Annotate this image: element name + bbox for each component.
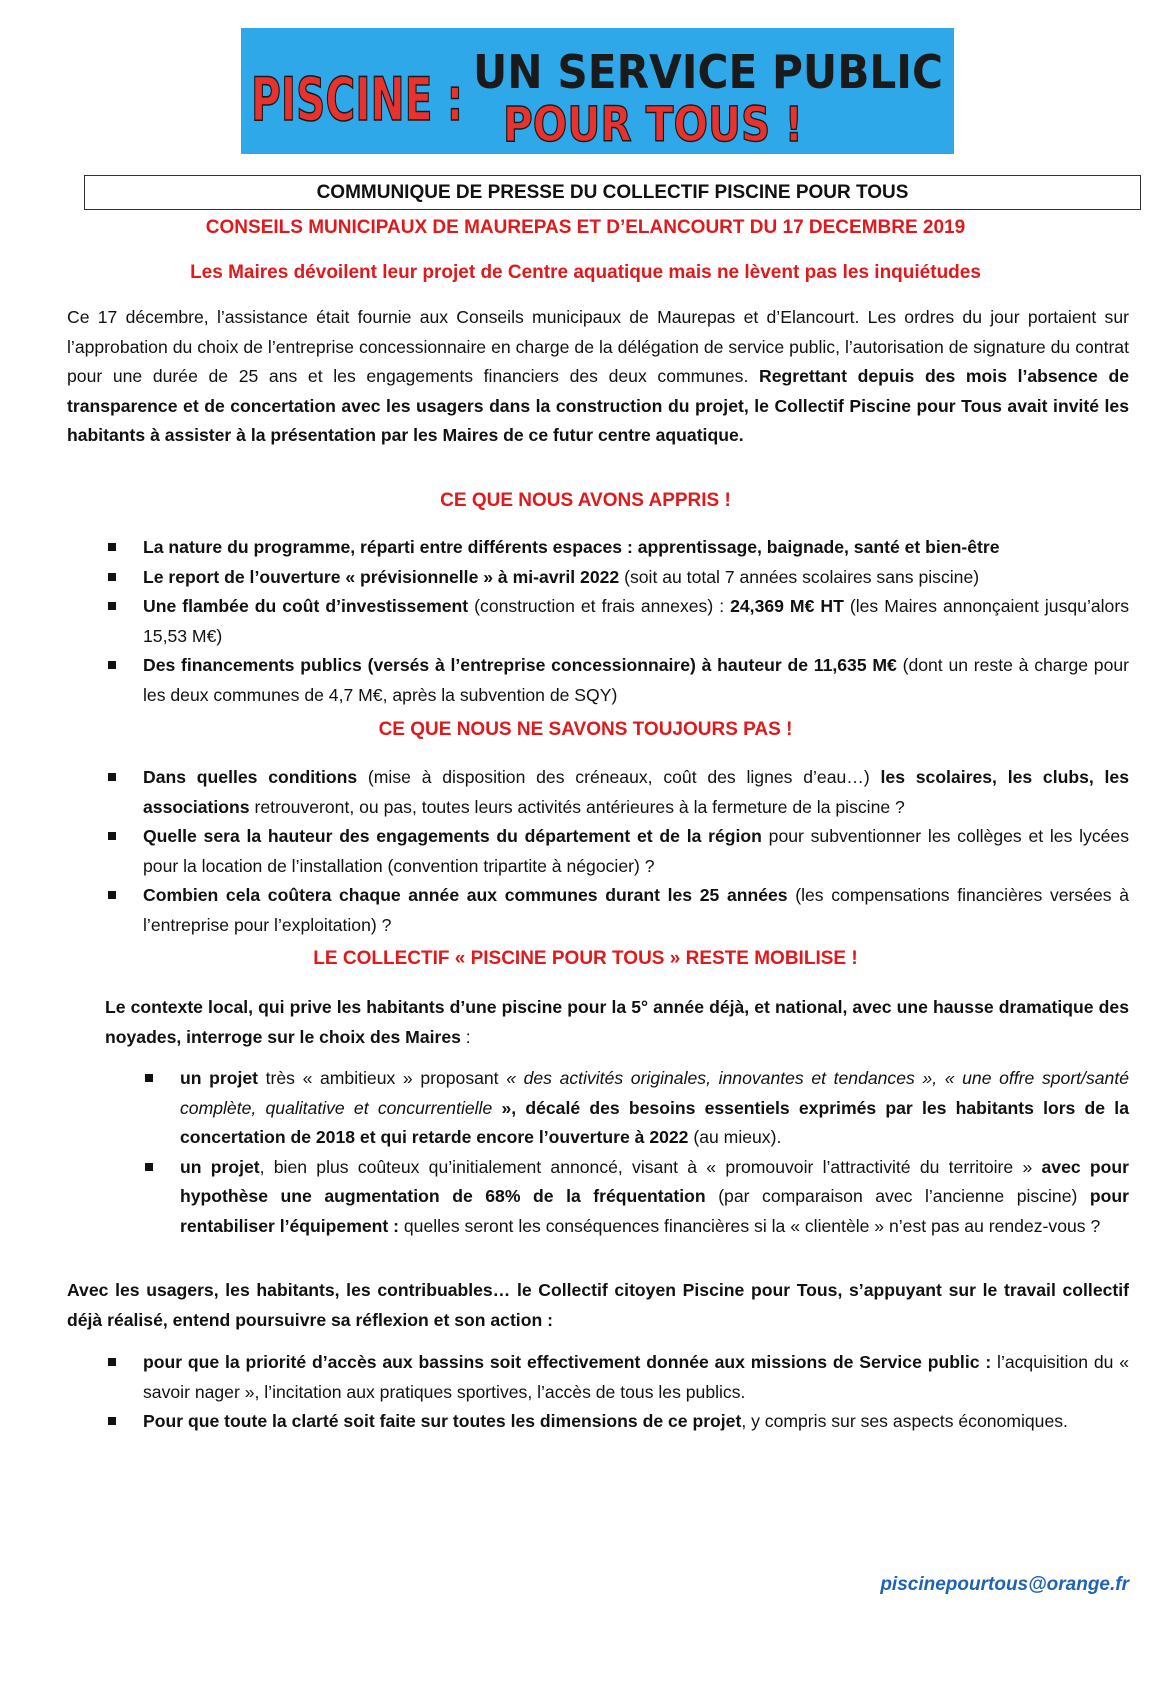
list-item <box>105 1407 1129 1437</box>
intro-text: Ce 17 décembre, l’assistance était fournie aux Conseils municipaux de Maurepas et d’Elancourt. Les ordres du jour portaient sur l’approbation du choix de l’entreprise concessionnaire en charge de la délégation de service public, l’autorisation de signature du contrat pour une durée de 25 ans et les engagements financiers des deux communes. <box>67 307 1129 386</box>
list-item-text: quelles seront les conséquences financières si la « clientèle » n’est pas au rendez-vous ? <box>399 1215 1101 1236</box>
list-item-bold: Une flambée du coût d’investissement <box>143 596 469 616</box>
list-item <box>105 533 1129 563</box>
list-item-text: , y compris sur ses aspects économiques. <box>741 1411 1068 1431</box>
list-item-bold: Le report de l’ouverture « prévisionnelle » à mi-avril 2022 <box>143 566 620 587</box>
list-item-text: (les Maires annonçaient jusqu’alors 15,53 M€) <box>143 596 1129 646</box>
banner-word-pour-tous: POUR TOUS ! <box>503 97 803 153</box>
list-item-quote: « des activités originales, innovantes et tendances », « une offre sport/santé complète, qualitative et concurrentielle <box>180 1068 1129 1118</box>
banner-word-service-public: UN SERVICE PUBLIC <box>473 45 943 99</box>
list-item-text: très « ambitieux » proposant <box>258 1068 507 1088</box>
list-item-bold: pour rentabiliser l’équipement : <box>180 1186 1129 1236</box>
section-title-learned: CE QUE NOUS AVONS APPRIS ! <box>440 490 731 511</box>
closing-bold-text: Avec les usagers, les habitants, les contribuables… le Collectif citoyen Piscine pour Tous, s’appuyant sur le travail collectif déjà réalisé, entend poursuivre sa réflexion et son action : <box>67 1280 1129 1330</box>
section-title-mobilise: LE COLLECTIF « PISCINE POUR TOUS » RESTE MOBILISE ! <box>313 948 858 969</box>
intro-paragraph <box>67 303 1129 451</box>
list-item-bold: un projet <box>180 1156 260 1177</box>
list-item <box>105 1348 1129 1407</box>
list-item-bold: Quelle sera la hauteur des engagements du département et de la région <box>143 826 762 846</box>
list-item-bold: », décalé des besoins essentiels exprimés par les habitants lors de la concertation de 2018 et qui retarde encore l’ouverture à 2022 <box>180 1097 1129 1147</box>
context-paragraph <box>105 993 1129 1052</box>
contact-email-link[interactable]: piscinepourtous@orange.fr <box>880 1574 1129 1595</box>
list-item-text: , bien plus coûteux qu’initialement annoncé, visant à « promouvoir l’attractivité du territoire » <box>259 1156 1042 1177</box>
banner-word-piscine: PISCINE : <box>251 65 463 135</box>
list-item <box>105 592 1129 651</box>
list-item <box>105 563 1129 593</box>
list-item <box>105 822 1129 881</box>
list-item-text: (soit au total 7 années scolaires sans piscine) <box>619 566 980 587</box>
context-text: : <box>460 1026 471 1047</box>
banner-artwork <box>241 28 954 154</box>
closing-paragraph <box>67 1276 1129 1335</box>
list-item-text: (au mieux). <box>688 1127 782 1147</box>
list-item-text: pour subventionner les collèges et les lycées pour la location de l’installation (convention tripartite à négocier) ? <box>143 826 1130 876</box>
list-item-bold: les scolaires, les clubs, les associations <box>143 767 1129 817</box>
list-item-bold: 24,369 M€ HT <box>730 596 844 616</box>
mobilise-list <box>142 1064 1129 1241</box>
unknown-list <box>105 763 1129 940</box>
list-item <box>142 1064 1129 1153</box>
closing-list <box>105 1348 1129 1437</box>
intro-bold-text: Regrettant depuis des mois l’absence de transparence et de concertation avec les usagers dans la construction du projet, le Collectif Piscine pour Tous avait invité les habitants à assister à la présentation par les Maires de ce futur centre aquatique. <box>67 366 1129 445</box>
section-title-unknown: CE QUE NOUS NE SAVONS TOUJOURS PAS ! <box>378 719 793 740</box>
list-item-text: (mise à disposition des créneaux, coût des lignes d’eau…) <box>357 767 881 787</box>
banner-logo <box>241 28 954 154</box>
list-item-bold: pour que la priorité d’accès aux bassins soit effectivement donnée aux missions de Service public : <box>143 1352 992 1372</box>
list-item-bold: avec pour hypothèse une augmentation de 68% de la fréquentation <box>180 1156 1129 1206</box>
document-subtitle: Les Maires dévoilent leur projet de Centre aquatique mais ne lèvent pas les inquiétudes <box>190 262 981 283</box>
list-item <box>105 763 1129 822</box>
list-item <box>105 651 1129 710</box>
list-item-bold: Pour que toute la clarté soit faite sur toutes les dimensions de ce projet <box>143 1411 742 1431</box>
list-item-text: l’acquisition du « savoir nager », l’incitation aux pratiques sportives, l’accès de tous les publics. <box>143 1352 1130 1402</box>
list-item <box>105 881 1129 940</box>
list-item-text: (les compensations financières versées à l’entreprise pour l’exploitation) ? <box>143 885 1129 935</box>
list-item-text: (dont un reste à charge pour les deux communes de 4,7 M€, après la subvention de SQY) <box>143 655 1129 705</box>
list-item-bold: Des financements publics (versés à l’entreprise concessionnaire) à hauteur de 11,635 M€ <box>143 655 897 675</box>
list-item-bold: Combien cela coûtera chaque année aux communes durant les 25 années <box>143 885 788 905</box>
list-item <box>142 1153 1129 1242</box>
list-item-text: (par comparaison avec l’ancienne piscine) <box>705 1186 1090 1206</box>
press-release-heading <box>84 175 1141 210</box>
list-item-bold: un projet <box>180 1068 258 1088</box>
list-item-text: retrouveront, ou pas, toutes leurs activités antérieures à la fermeture de la piscine ? <box>249 796 905 817</box>
learned-list <box>105 533 1129 710</box>
list-item-text: (construction et frais annexes) : <box>468 596 731 616</box>
list-item-bold: Dans quelles conditions <box>143 767 358 787</box>
document-title: CONSEILS MUNICIPAUX DE MAUREPAS ET D’ELANCOURT DU 17 DECEMBRE 2019 <box>205 217 966 238</box>
context-bold-text: Le contexte local, qui prive les habitants d’une piscine pour la 5° année déjà, et national, avec une hausse dramatique des noyades, interroge sur le choix des Maires <box>105 997 1129 1047</box>
press-release-heading-text: COMMUNIQUE DE PRESSE DU COLLECTIF PISCINE POUR TOUS <box>316 181 909 203</box>
list-item-bold: La nature du programme, réparti entre différents espaces : apprentissage, baignade, santé et bien-être <box>143 537 1000 557</box>
